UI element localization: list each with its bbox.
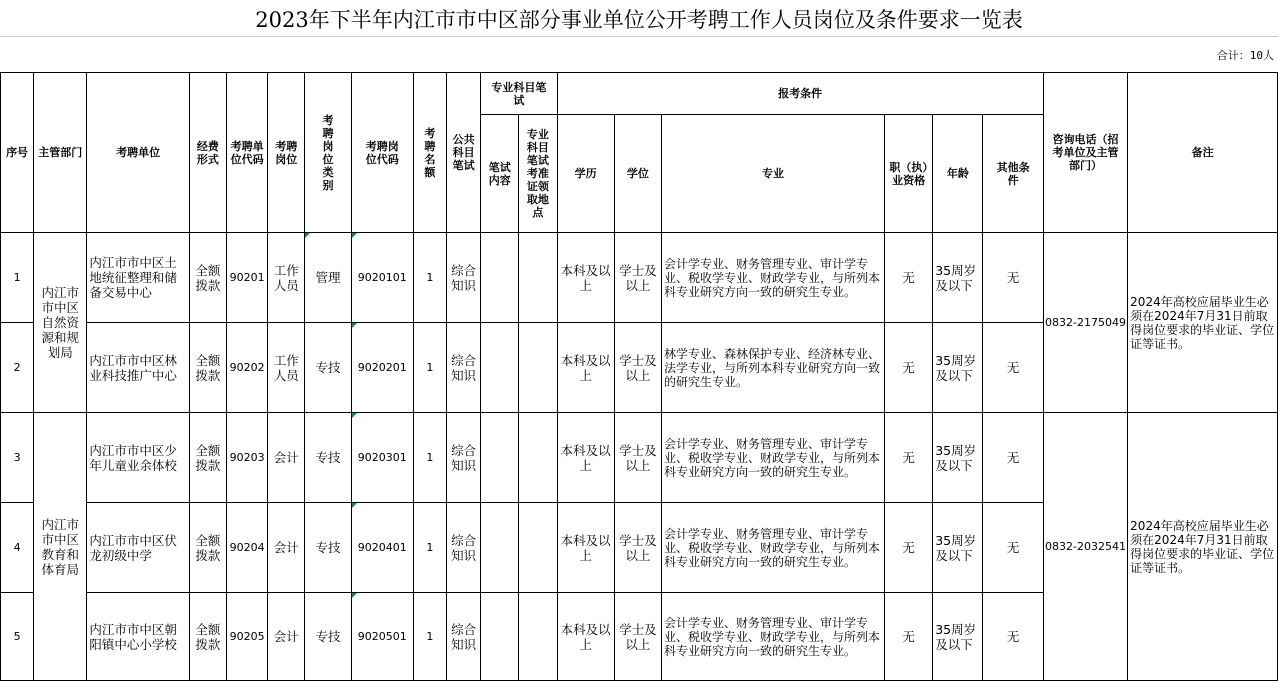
cell-unit-code: 90201 [227,233,268,323]
cell-seq: 2 [1,323,34,413]
header-prof-exam: 专业科目笔试 [481,73,557,115]
cell-remark: 2024年高校应届毕业生必须在2024年7月31日前取得岗位要求的毕业证、学位证等证书。 [1128,413,1278,681]
cell-degree: 学士及以上 [614,413,661,503]
cell-prof-content [481,413,519,503]
cell-post-type: 专技 [305,323,351,413]
header-other: 其他条件 [983,115,1043,233]
cell-post-type: 专技 [305,593,351,681]
cell-edu: 本科及以上 [557,233,614,323]
header-public-exam: 公共科目笔试 [447,73,481,233]
header-degree: 学位 [614,115,661,233]
cell-prof-content [481,593,519,681]
cell-age: 35周岁及以下 [933,413,983,503]
cell-unit: 内江市市中区林业科技推广中心 [87,323,189,413]
cell-qual: 无 [885,593,933,681]
header-dept: 主管部门 [34,73,87,233]
cell-major: 会计学专业、财务管理专业、审计学专业、税收学专业、财政学专业，与所列本科专业研究方向一致的研究生专业。 [661,593,884,681]
cell-prof-content [481,503,519,593]
cell-edu: 本科及以上 [557,413,614,503]
cell-other: 无 [983,593,1043,681]
cell-post-code: 9020201 [351,323,413,413]
cell-seq: 5 [1,593,34,681]
cell-age: 35周岁及以下 [933,503,983,593]
cell-edu: 本科及以上 [557,593,614,681]
cell-post: 工作人员 [268,233,305,323]
cell-public-exam: 综合知识 [447,413,481,503]
cell-quota: 1 [413,413,446,503]
cell-funding: 全额拨款 [189,413,226,503]
header-prof-content: 笔试内容 [481,115,519,233]
cell-public-exam: 综合知识 [447,593,481,681]
cell-major: 会计学专业、财务管理专业、审计学专业、税收学专业、财政学专业，与所列本科专业研究方向一致的研究生专业。 [661,503,884,593]
cell-post: 会计 [268,413,305,503]
header-age: 年龄 [933,115,983,233]
cell-prof-ticket [519,593,557,681]
cell-dept: 内江市市中区自然资源和规划局 [34,233,87,413]
cell-dept: 内江市市中区教育和体育局 [34,413,87,681]
cell-unit: 内江市市中区朝阳镇中心小学校 [87,593,189,681]
cell-degree: 学士及以上 [614,503,661,593]
cell-phone: 0832-2175049 [1043,233,1127,413]
cell-seq: 3 [1,413,34,503]
header-edu: 学历 [557,115,614,233]
cell-post-code: 9020401 [351,503,413,593]
header-unit: 考聘单位 [87,73,189,233]
cell-quota: 1 [413,323,446,413]
cell-prof-content [481,233,519,323]
header-remarks: 备注 [1128,73,1278,233]
cell-funding: 全额拨款 [189,233,226,323]
header-major: 专业 [661,115,884,233]
header-prof-ticket: 专业科目笔试考准证领取地点 [519,115,557,233]
cell-quota: 1 [413,593,446,681]
cell-major: 会计学专业、财务管理专业、审计学专业、税收学专业、财政学专业，与所列本科专业研究方向一致的研究生专业。 [661,413,884,503]
cell-major: 会计学专业、财务管理专业、审计学专业、税收学专业、财政学专业，与所列本科专业研究方向一致的研究生专业。 [661,233,884,323]
cell-seq: 1 [1,233,34,323]
cell-qual: 无 [885,323,933,413]
cell-age: 35周岁及以下 [933,593,983,681]
cell-funding: 全额拨款 [189,593,226,681]
cell-unit-code: 90205 [227,593,268,681]
cell-post-type: 管理 [305,233,351,323]
cell-unit: 内江市市中区伏龙初级中学 [87,503,189,593]
cell-remark: 2024年高校应届毕业生必须在2024年7月31日前取得岗位要求的毕业证、学位证等证书。 [1128,233,1278,413]
cell-post-code: 9020501 [351,593,413,681]
cell-prof-content [481,323,519,413]
cell-unit: 内江市市中区少年儿童业余体校 [87,413,189,503]
cell-other: 无 [983,413,1043,503]
cell-prof-ticket [519,323,557,413]
positions-table [0,72,1278,681]
cell-phone: 0832-2032541 [1043,413,1127,681]
cell-public-exam: 综合知识 [447,233,481,323]
total-count: 合计：10人 [1216,49,1274,62]
cell-unit-code: 90202 [227,323,268,413]
cell-post: 会计 [268,593,305,681]
header-post-type: 考聘岗位类别 [305,73,351,233]
cell-other: 无 [983,233,1043,323]
header-conditions: 报考条件 [557,73,1043,115]
header-post: 考聘岗位 [268,73,305,233]
header-unit-code: 考聘单位代码 [227,73,268,233]
cell-post-code: 9020301 [351,413,413,503]
cell-other: 无 [983,323,1043,413]
cell-seq: 4 [1,503,34,593]
cell-edu: 本科及以上 [557,503,614,593]
cell-degree: 学士及以上 [614,323,661,413]
page-title: 2023年下半年内江市市中区部分事业单位公开考聘工作人员岗位及条件要求一览表 [0,0,1278,37]
header-funding: 经费形式 [189,73,226,233]
header-post-code: 考聘岗位代码 [351,73,413,233]
cell-major: 林学专业、森林保护专业、经济林专业、法学专业，与所列本科专业研究方向一致的研究生专业。 [661,323,884,413]
cell-age: 35周岁及以下 [933,323,983,413]
cell-prof-ticket [519,413,557,503]
header-quota: 考聘名额 [413,73,446,233]
table-row [1,233,1278,323]
cell-post-code: 9020101 [351,233,413,323]
cell-post: 工作人员 [268,323,305,413]
cell-funding: 全额拨款 [189,503,226,593]
cell-edu: 本科及以上 [557,323,614,413]
cell-quota: 1 [413,233,446,323]
cell-unit-code: 90204 [227,503,268,593]
cell-post: 会计 [268,503,305,593]
cell-funding: 全额拨款 [189,323,226,413]
cell-degree: 学士及以上 [614,593,661,681]
table-row [1,413,1278,503]
header-seq: 序号 [1,73,34,233]
cell-unit-code: 90203 [227,413,268,503]
cell-qual: 无 [885,413,933,503]
cell-post-type: 专技 [305,503,351,593]
cell-public-exam: 综合知识 [447,503,481,593]
header-qual: 职（执）业资格 [885,115,933,233]
cell-quota: 1 [413,503,446,593]
cell-unit: 内江市市中区土地统征整理和储备交易中心 [87,233,189,323]
cell-degree: 学士及以上 [614,233,661,323]
cell-qual: 无 [885,233,933,323]
cell-prof-ticket [519,233,557,323]
cell-post-type: 专技 [305,413,351,503]
cell-age: 35周岁及以下 [933,233,983,323]
cell-qual: 无 [885,503,933,593]
header-phone: 咨询电话（招考单位及主管部门） [1043,73,1127,233]
summary-bar [0,36,1278,73]
cell-prof-ticket [519,503,557,593]
cell-public-exam: 综合知识 [447,323,481,413]
cell-other: 无 [983,503,1043,593]
